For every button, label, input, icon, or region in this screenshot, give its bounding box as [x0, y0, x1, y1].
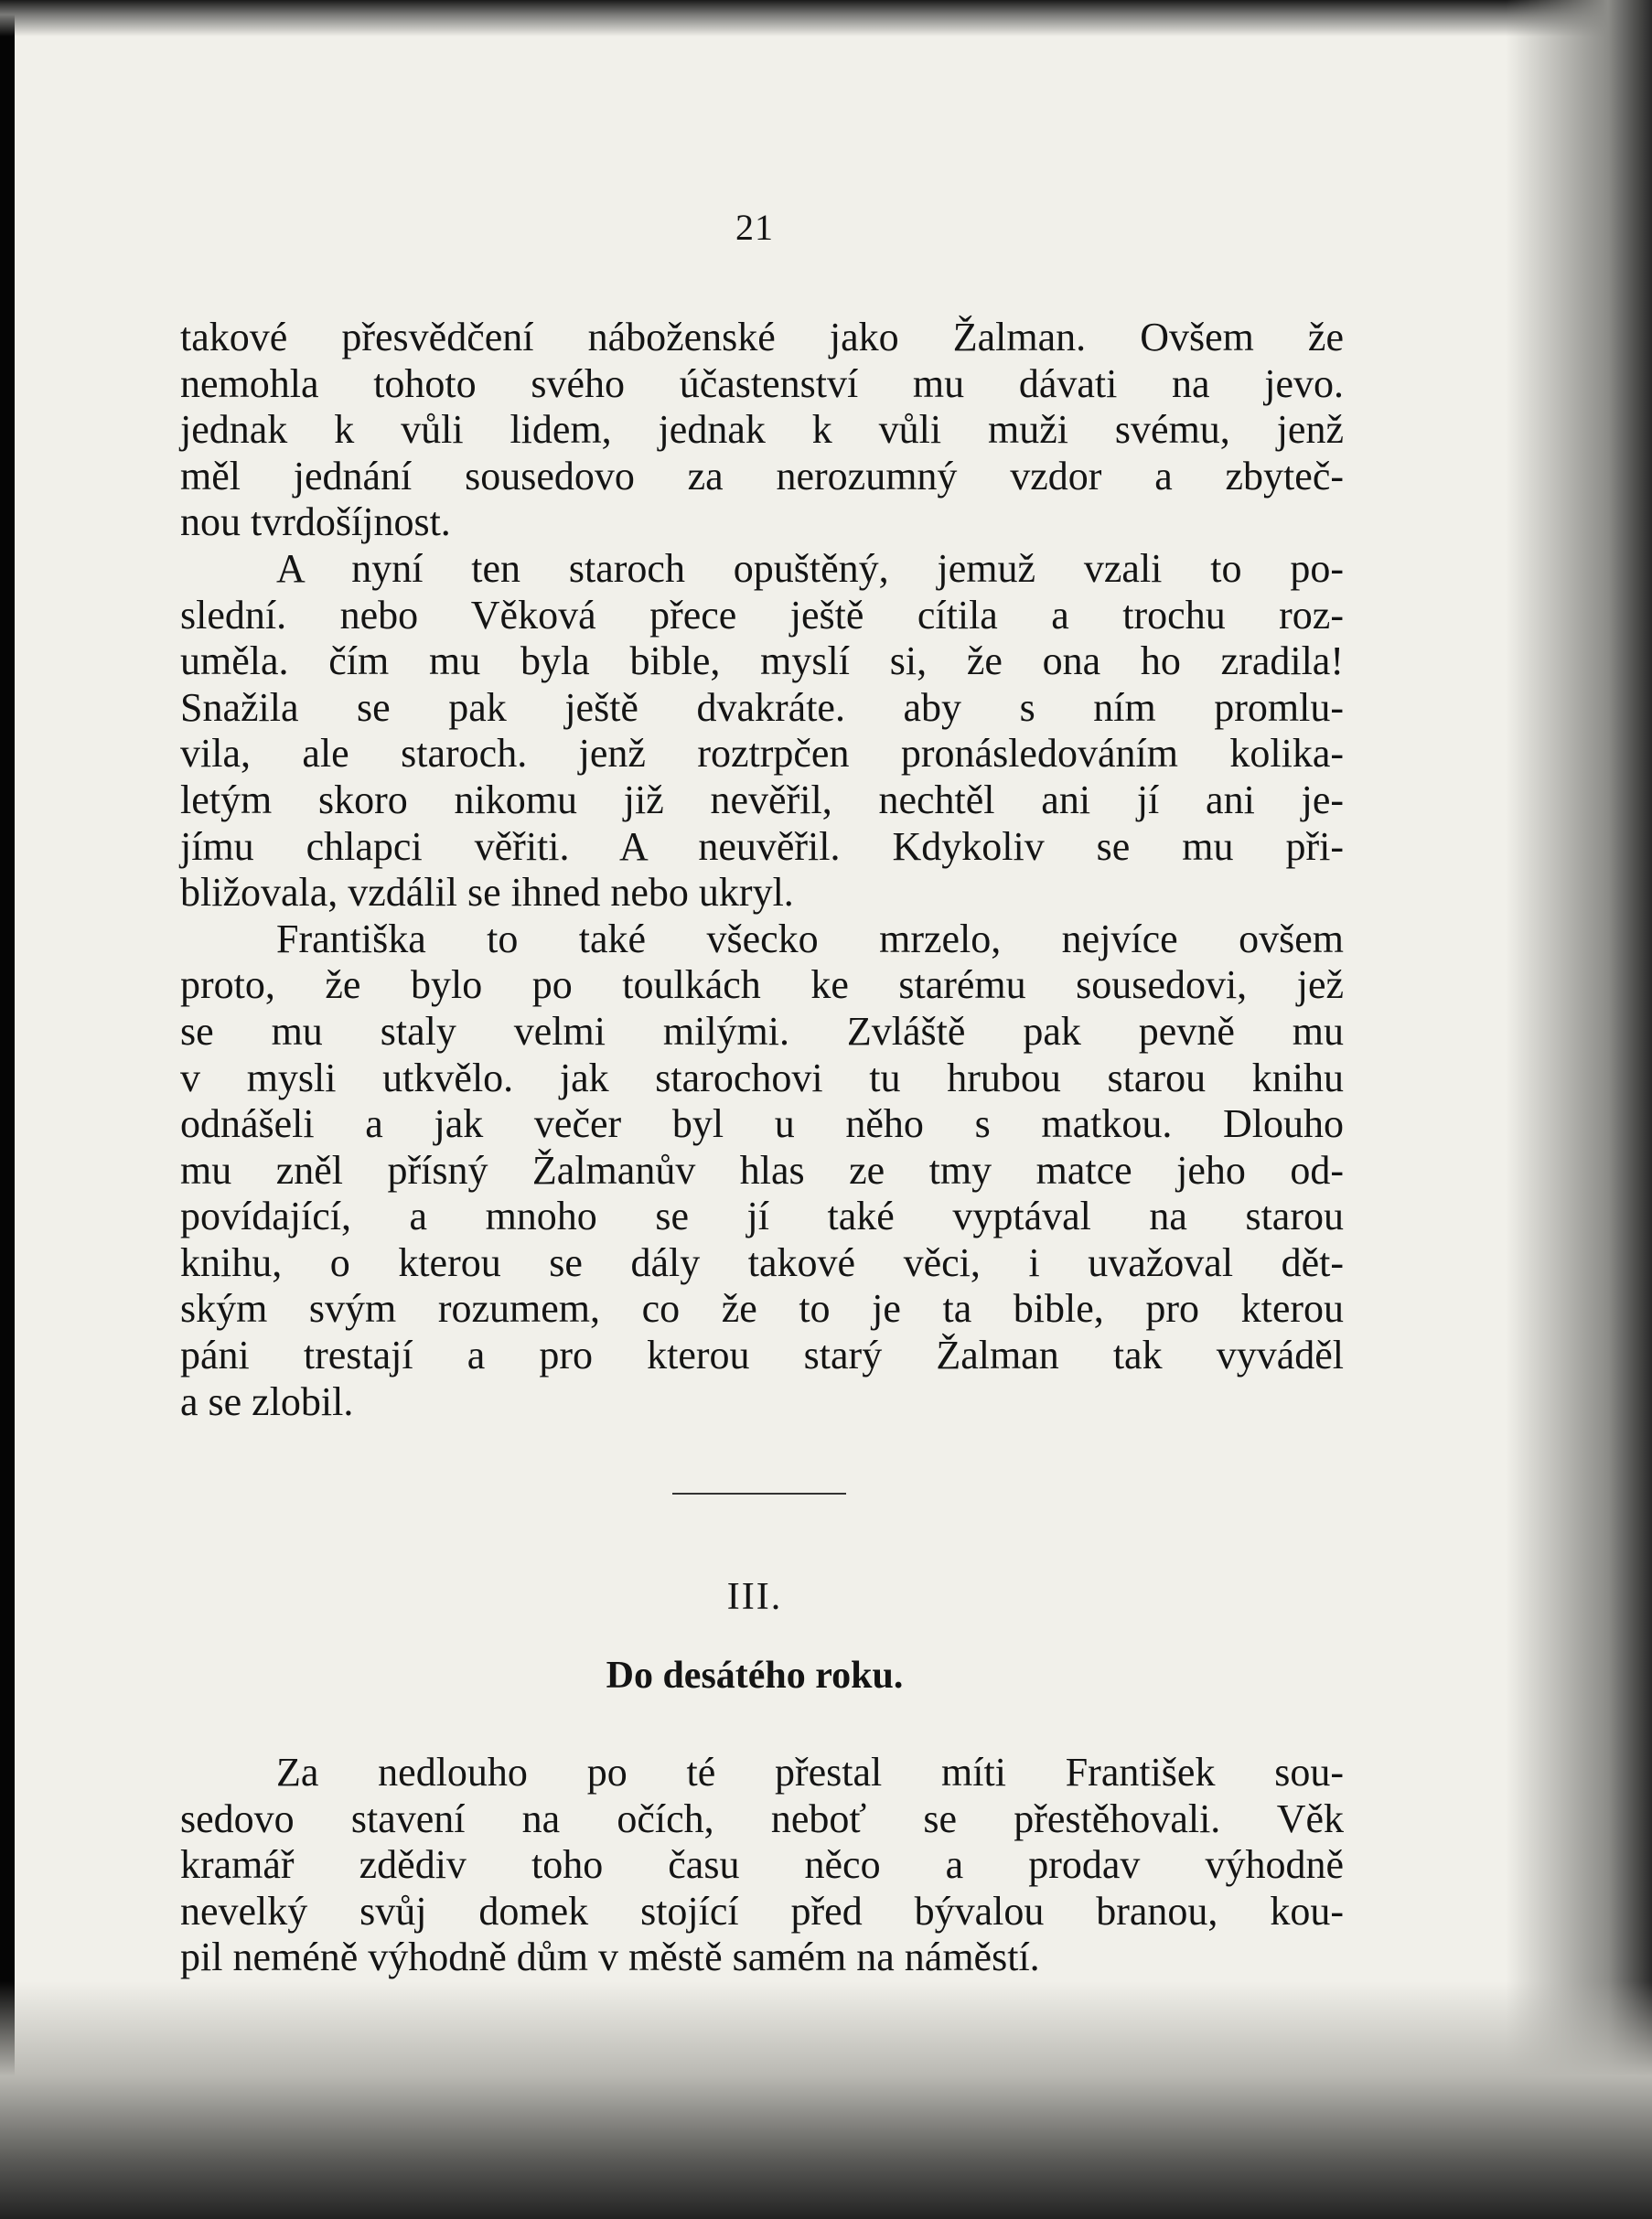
text-line: letým skoro nikomu již nevěřil, nechtěl ani jí ani je- — [180, 777, 1344, 822]
text-line: Františka to také všecko mrzelo, nejvíce ovšem — [276, 916, 1344, 961]
text-line: Snažila se pak ještě dvakráte. aby s ním promlu- — [180, 684, 1344, 730]
paragraph — [180, 315, 1344, 546]
text-line: proto, že bylo po toulkách ke starému sousedovi, jež — [180, 962, 1344, 1008]
body-text-section-1 — [180, 315, 1344, 1425]
text-line: ským svým rozumem, co že to je ta bible, pro kterou — [180, 1286, 1344, 1332]
chapter-number: III. — [726, 1576, 783, 1618]
text-line: A nyní ten staroch opuštěný, jemuž vzali to po- — [276, 545, 1344, 591]
page-edge-left — [0, 0, 15, 2219]
text-line: nou tvrdošíjnost. — [180, 499, 451, 545]
text-line: a se zlobil. — [180, 1378, 354, 1424]
text-line: jednak k vůli lidem, jednak k vůli muži svému, jenž — [180, 407, 1344, 453]
text-line: odnášeli a jak večer byl u něho s matkou. Dlouho — [180, 1101, 1344, 1147]
text-line: Za nedlouho po té přestal míti František sou- — [276, 1750, 1344, 1795]
page-edge-top — [0, 0, 1652, 37]
text-line: vila, ale staroch. jenž roztrpčen pronásledováním kolika- — [180, 731, 1344, 777]
paragraph — [180, 917, 1344, 1426]
text-line: slední. nebo Věková přece ještě cítila a trochu roz- — [180, 592, 1344, 638]
text-line: v mysli utkvělo. jak starochovi tu hrubou starou knihu — [180, 1055, 1344, 1100]
text-line: uměla. čím mu byla bible, myslí si, že ona ho zradila! — [180, 638, 1344, 684]
text-line: knihu, o kterou se dály takové věci, i uvažoval dět- — [180, 1239, 1344, 1285]
paragraph — [180, 1750, 1344, 1981]
text-line: kramář zdědiv toho času něco a prodav výhodně — [180, 1842, 1344, 1888]
text-line: měl jednání sousedovo za nerozumný vzdor a zbyteč- — [180, 453, 1344, 498]
section-divider-rule — [672, 1493, 846, 1495]
text-line: páni trestají a pro kterou starý Žalman tak vyváděl — [180, 1333, 1344, 1378]
chapter-title: Do desátého roku. — [606, 1655, 904, 1697]
page-edge-bottom — [0, 1981, 1652, 2219]
text-line: bližovala, vzdálil se ihned nebo ukryl. — [180, 870, 794, 916]
page-number: 21 — [735, 207, 774, 248]
body-text-section-2 — [180, 1750, 1344, 1981]
text-line: jímu chlapci věřiti. A neuvěřil. Kdykoliv se mu při- — [180, 823, 1344, 869]
text-line: pil neméně výhodně dům v městě samém na náměstí. — [180, 1935, 1040, 1980]
paragraph — [180, 546, 1344, 917]
text-line: nemohla tohoto svého účastenství mu dávati na jevo. — [180, 360, 1344, 406]
text-line: nevelký svůj domek stojící před bývalou branou, kou- — [180, 1888, 1344, 1934]
page-edge-right — [1506, 0, 1652, 2219]
text-line: takové přesvědčení náboženské jako Žalman. Ovšem že — [180, 315, 1344, 359]
text-line: povídající, a mnoho se jí také vyptával na starou — [180, 1194, 1344, 1239]
text-line: se mu staly velmi milými. Zvláště pak pevně mu — [180, 1008, 1344, 1054]
text-line: sedovo stavení na očích, neboť se přestěhovali. Věk — [180, 1796, 1344, 1841]
text-line: mu zněl přísný Žalmanův hlas ze tmy matce jeho od- — [180, 1147, 1344, 1193]
